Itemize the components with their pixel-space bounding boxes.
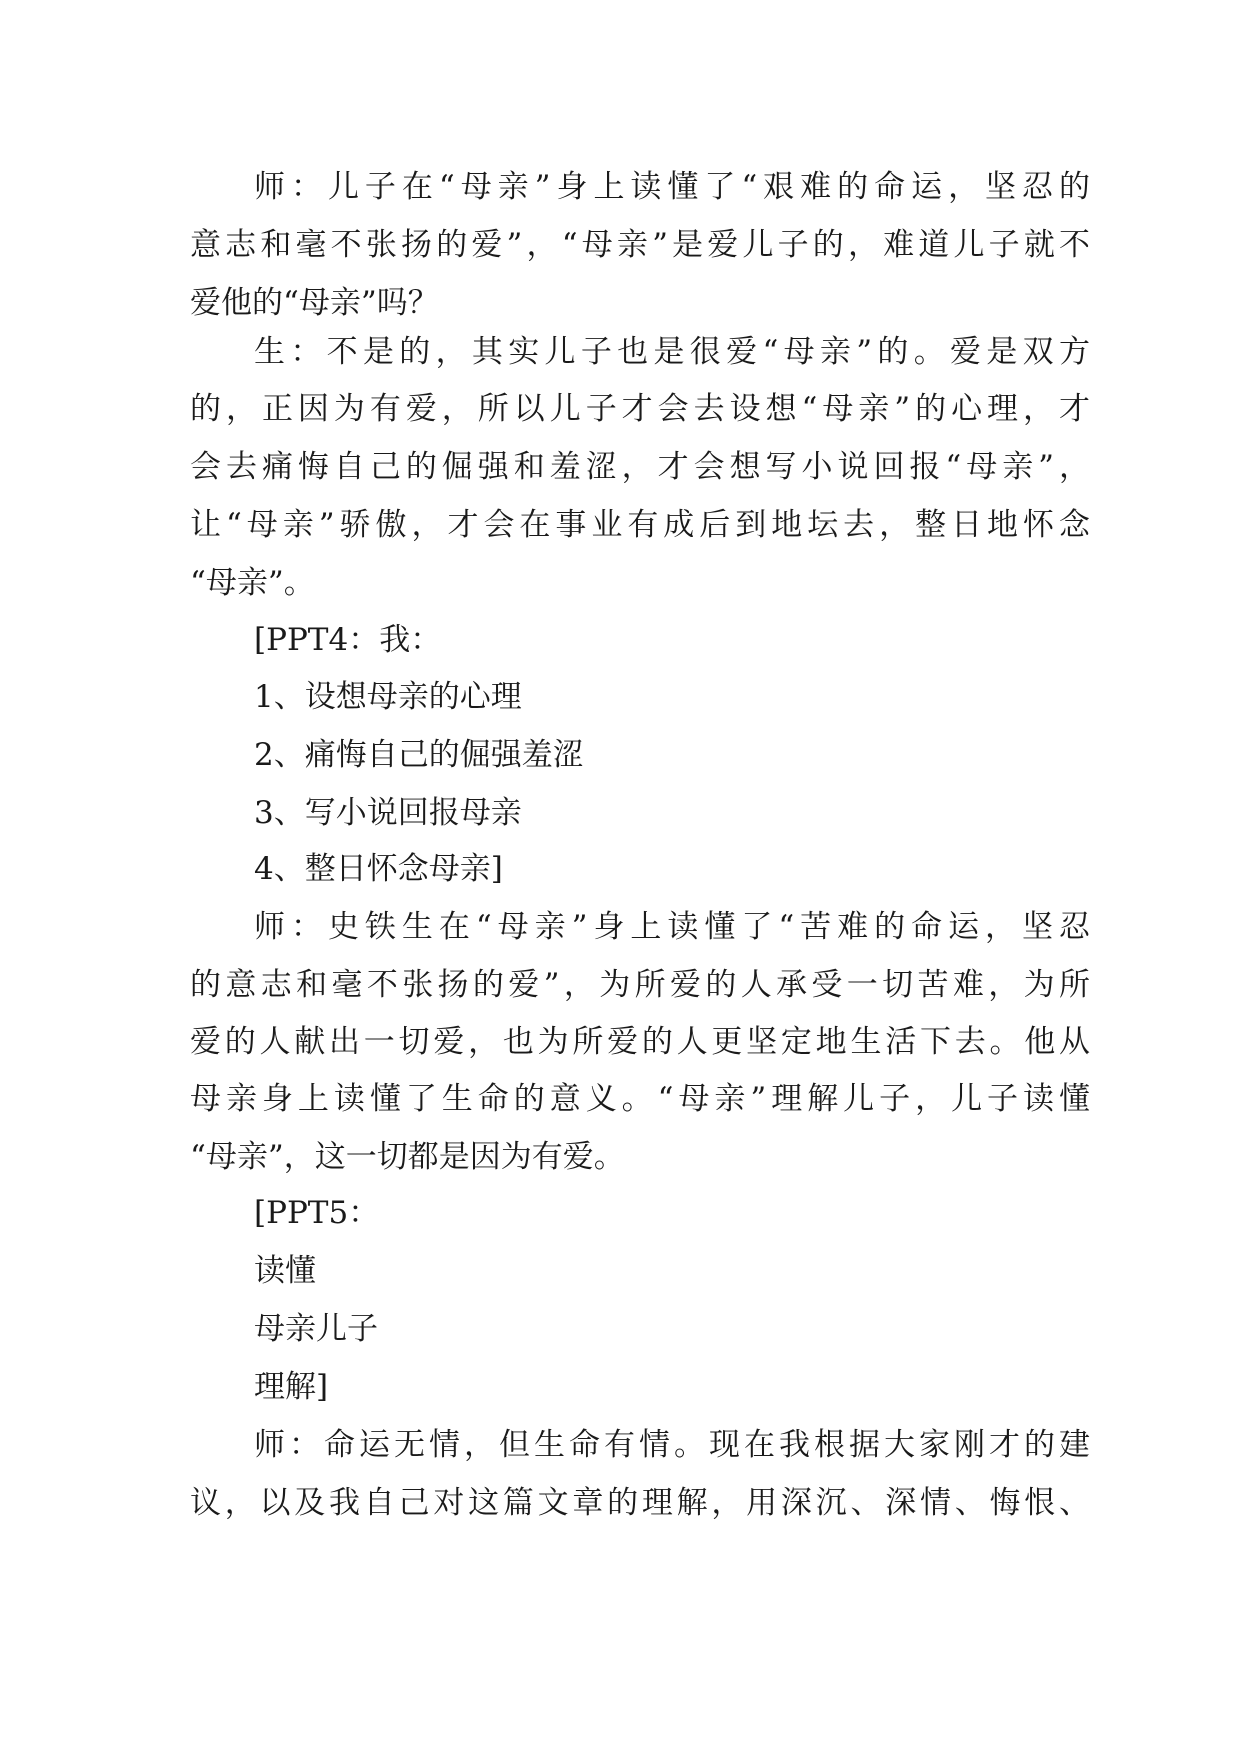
text-line-7: 让“母亲”骄傲，才会在事业有成后到地坛去，整日地怀念 xyxy=(190,507,1090,543)
ppt4-heading: [PPT4：我： xyxy=(254,622,442,658)
text-line-5: 的，正因为有爱，所以儿子才会去设想“母亲”的心理，才 xyxy=(190,391,1090,427)
ppt5-heading: [PPT5： xyxy=(254,1195,380,1231)
ppt5-line-2: 母亲儿子 xyxy=(254,1311,378,1347)
ppt4-item-3: 3、写小说回报母亲 xyxy=(254,795,522,831)
ppt4-item-2: 2、痛悔自己的倔强羞涩 xyxy=(254,737,584,773)
text-line-1: 师：儿子在“母亲”身上读懂了“艰难的命运，坚忍的 xyxy=(254,169,1090,205)
text-line-23: 师：命运无情，但生命有情。现在我根据大家刚才的建 xyxy=(254,1427,1090,1463)
ppt5-line-3: 理解] xyxy=(254,1369,329,1405)
text-line-17: 母亲身上读懂了生命的意义。“母亲”理解儿子，儿子读懂 xyxy=(190,1081,1090,1117)
text-line-3: 爱他的“母亲”吗？ xyxy=(190,285,439,321)
text-line-16: 爱的人献出一切爱，也为所爱的人更坚定地生活下去。他从 xyxy=(190,1024,1090,1060)
text-line-24: 议，以及我自己对这篇文章的理解，用深沉、深情、悔恨、 xyxy=(190,1485,1090,1521)
text-line-15: 的意志和毫不张扬的爱”，为所爱的人承受一切苦难，为所 xyxy=(190,967,1090,1003)
ppt5-line-1: 读懂 xyxy=(254,1253,316,1289)
ppt4-item-4: 4、整日怀念母亲] xyxy=(254,851,503,887)
text-line-14: 师：史铁生在“母亲”身上读懂了“苦难的命运，坚忍 xyxy=(254,909,1090,945)
text-line-2: 意志和毫不张扬的爱”，“母亲”是爱儿子的，难道儿子就不 xyxy=(190,227,1090,263)
text-line-6: 会去痛悔自己的倔强和羞涩，才会想写小说回报“母亲”， xyxy=(190,449,1090,485)
text-line-8: “母亲”。 xyxy=(190,565,315,601)
text-line-18: “母亲”，这一切都是因为有爱。 xyxy=(190,1139,625,1175)
ppt4-item-1: 1、设想母亲的心理 xyxy=(254,679,522,715)
text-line-4: 生：不是的，其实儿子也是很爱“母亲”的。爱是双方 xyxy=(254,334,1090,370)
